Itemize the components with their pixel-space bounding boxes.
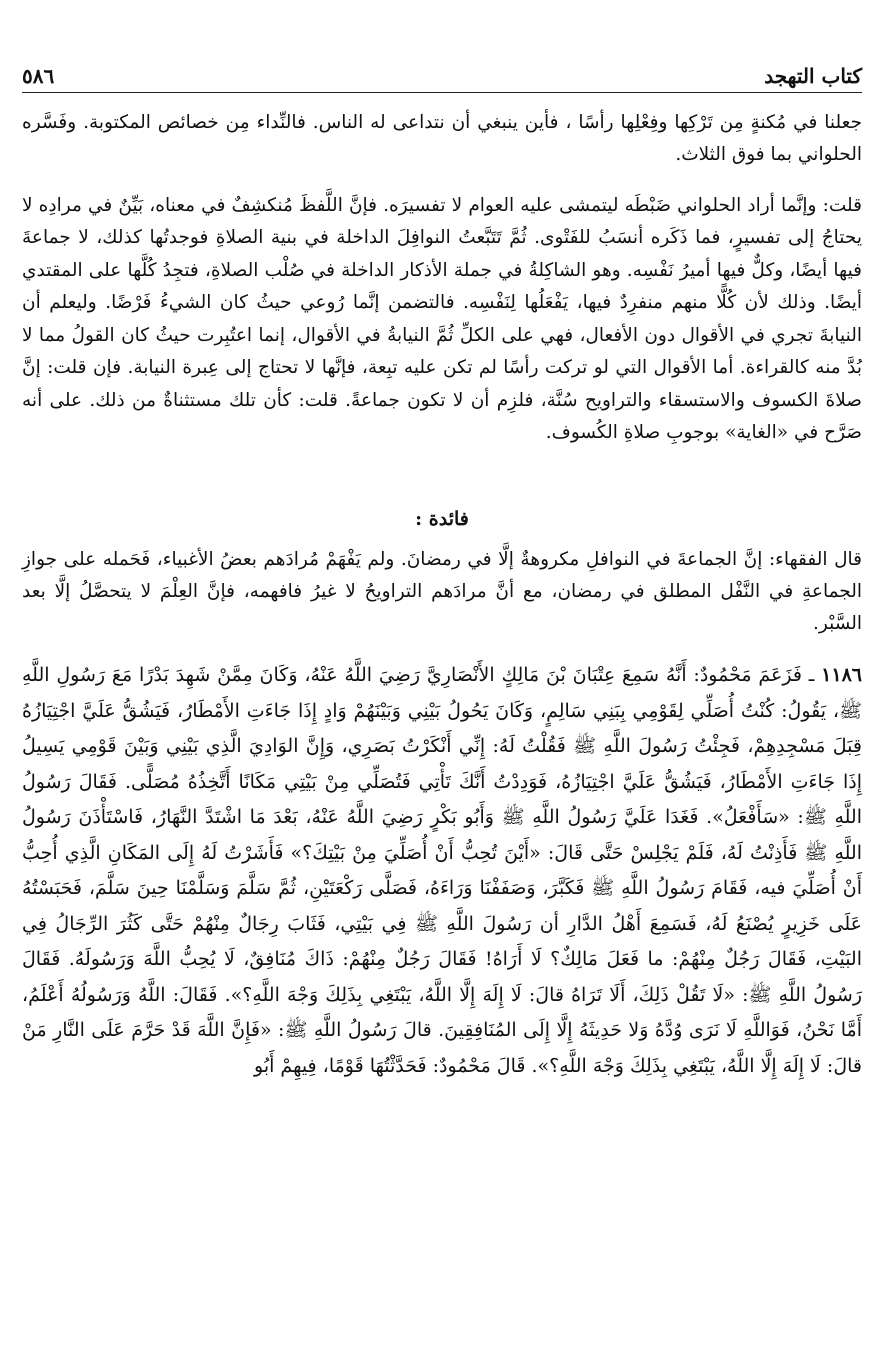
page-number: ٥٨٦: [22, 64, 55, 88]
hadith-number: ١١٨٦: [821, 664, 862, 686]
hadith-text: [22, 658, 862, 1084]
commentary-paragraph: قلت: وإنَّما أراد الحلواني ضَبْطَه ليتمشى عليه العوام لا تفسيرَه. فإنَّ اللَّفظَ مُنكشِفٌ في معناه، بَيِّنٌ في مرادِه لا يحتاجُ إلى تفسيرٍ، فما ذَكَره أنسَبُ للفَتْوى. ثُمَّ تَتَبَّعتُ النوافِلَ الداخلة في بنية الصلاةِ فوجدتُها كذلك، لا جماعةَ فيها أيضًا، وكلٌّ فيها أميرُ نَفْسِه. وهو الشاكِلةُ في جملة الأذكار الداخلة في صُلْب الصلاةِ، فتجِدُ كُلَّها على المقتدي أيضًا. وذلك لأن كُلًّا منهم منفرِدٌ فيها، يَفْعَلُها لِنَفْسِه. فالتضمن إنَّما رُوعي حيثُ كان الشيءُ فَرْضًا. وليعلم أن النيابةَ تجري في الأقوال دون الأفعال، فهي على الكلِّ ثُمَّ النيابةُ في الأقوال، إنما اعتُبِرت حيثُ كان القولُ مما لا بُدَّ منه كالقراءة. أما الأقوال التي لو تركت رأسًا لم تكن عليه تبِعة، فإنَّها لا تحتاج إلى عِبرة النيابة. فإن قلت: إنَّ صلاةَ الكسوف والاستسقاء والتراويح سُنَّة، فلزِم أن لا تكون جماعةً. قلت: كأن تلك مستثناةٌ من ذلك. على أنه صَرَّح في «الغاية» بوجوبِ صلاةِ الكُسوف.: [22, 194, 862, 443]
page-header: [22, 58, 862, 93]
hadith-body: ـ فَزَعَمَ مَحْمُودٌ: أَنَّهُ سَمِعَ عِتْبَانَ بْنَ مَالِكٍ الأَنْصَارِيَّ رَضِيَ اللَّهُ عَنْهُ، وَكَانَ مِمَّنْ شَهِدَ بَدْرًا مَعَ رَسُولِ اللَّهِ ﷺ، يَقُولُ: كُنْتُ أُصَلِّي لِقَوْمِي بِبَنِي سَالِمٍ، وَكَانَ يَحُولُ بَيْنِي وَبَيْنَهُمْ وَادٍ إِذَا جَاءَتِ الأَمْطَارُ، فَيَشُقُّ عَلَيَّ اجْتِيَازُهُ قِبَلَ مَسْجِدِهِمْ، فَجِئْتُ رَسُولَ اللَّهِ ﷺ فَقُلْتُ لَهُ: إِنِّي أَنْكَرْتُ بَصَرِي، وَإِنَّ الوَادِيَ الَّذِي بَيْنِي وَبَيْنَ قَوْمِي يَسِيلُ إِذَا جَاءَتِ الأَمْطَارُ، فَيَشُقُّ عَلَيَّ اجْتِيَازُهُ، فَوَدِدْتُ أَنَّكَ تَأْتِي فَتُصَلِّي مِنْ بَيْتِي مَكَانًا أَتَّخِذُهُ مُصَلًّى. فَقَالَ رَسُولُ اللَّهِ ﷺ: «سَأَفْعَلُ». فَغَدَا عَلَيَّ رَسُولُ اللَّهِ ﷺ وَأَبُو بَكْرٍ رَضِيَ اللَّهُ عَنْهُ، بَعْدَ مَا اشْتَدَّ النَّهَارُ، فَاسْتَأْذَنَ رَسُولُ اللَّهِ ﷺ فَأَذِنْتُ لَهُ، فَلَمْ يَجْلِسْ حَتَّى قَالَ: «أَيْنَ تُحِبُّ أَنْ أُصَلِّيَ مِنْ بَيْتِكَ؟» فَأَشَرْتُ لَهُ إِلَى المَكَانِ الَّذِي أُحِبُّ أَنْ أُصَلِّيَ فيه، فَقَامَ رَسُولُ اللَّهِ ﷺ فَكَبَّرَ، وَصَفَفْنَا وَرَاءَهُ، فَصَلَّى رَكْعَتَيْنِ، ثُمَّ سَلَّمَ وَسَلَّمْنَا حِينَ سَلَّمَ، فَحَبَسْتُهُ عَلَى خَزِيرٍ يُصْنَعُ لَهُ، فَسَمِعَ أَهْلُ الدَّارِ أن رَسُولَ اللَّهِ ﷺ فِي بَيْتِي، فَثَابَ رِجَالٌ مِنْهُمْ حَتَّى كَثُرَ الرِّجَالُ فِي البَيْتِ، فَقَالَ رَجُلٌ مِنْهُمْ: ما فَعَلَ مَالِكٌ؟ لَا أَرَاهُ! فَقَالَ رَجُلٌ مِنْهُمْ: ذَاكَ مُنَافِقٌ، لَا يُحِبُّ اللَّهَ وَرَسُولَهُ. فَقَالَ رَسُولُ اللَّهِ ﷺ: «لَا تَقُلْ ذَلِكَ، أَلَا تَرَاهُ قالَ: لَا إِلَهَ إِلَّا اللَّهُ، يَبْتَغِي بِذَلِكَ وَجْهَ اللَّهِ؟». فَقَالَ: اللَّهُ وَرَسُولُهُ أَعْلَمُ، أَمَّا نَحْنُ، فَوَاللَّهِ لَا نَرَى وُدَّهُ وَلا حَدِيثَهُ إِلَّا إِلَى المُنَافِقِينَ. قالَ رَسُولُ اللَّهِ ﷺ: «فَإِنَّ اللَّهَ قَدْ حَرَّمَ عَلَى النَّارِ مَنْ قالَ: لَا إِلَهَ إِلَّا اللَّهُ، يَبْتَغِي بِذَلِكَ وَجْهَ اللَّهِ؟». قَالَ مَحْمُودٌ: فَحَدَّثْتُهَا قَوْمًا، فِيهِمْ أَبُو: [22, 664, 862, 1077]
intro-paragraph: جعلنا في مُكنةٍ مِن تَرْكِها وفِعْلِها رأسًا ، فأين ينبغي أن نتداعى له الناس. فالنِّداء مِن خصائص المكتوبة. وفَسَّره الحلواني بما فوق الثلاث.: [22, 112, 862, 165]
faida-paragraph: قال الفقهاء: إنَّ الجماعةَ في النوافلِ مكروهةٌ إلَّا في رمضانَ. ولم يَفْهَمْ مُرادَهم بعضُ الأغبياء، فَحَمله على جوازِ الجماعةِ في النَّفْل المطلق في رمضان، مع أنَّ مرادَهم التراويحُ لا غيرُ فافهمه، فإنَّ العِلْمَ لا يتحصَّلُ إلَّا بعد السَّبْر.: [22, 548, 862, 634]
section-heading: فائدة :: [415, 507, 469, 530]
book-page: [22, 58, 862, 1338]
book-title: كتاب التهجد: [764, 64, 862, 88]
